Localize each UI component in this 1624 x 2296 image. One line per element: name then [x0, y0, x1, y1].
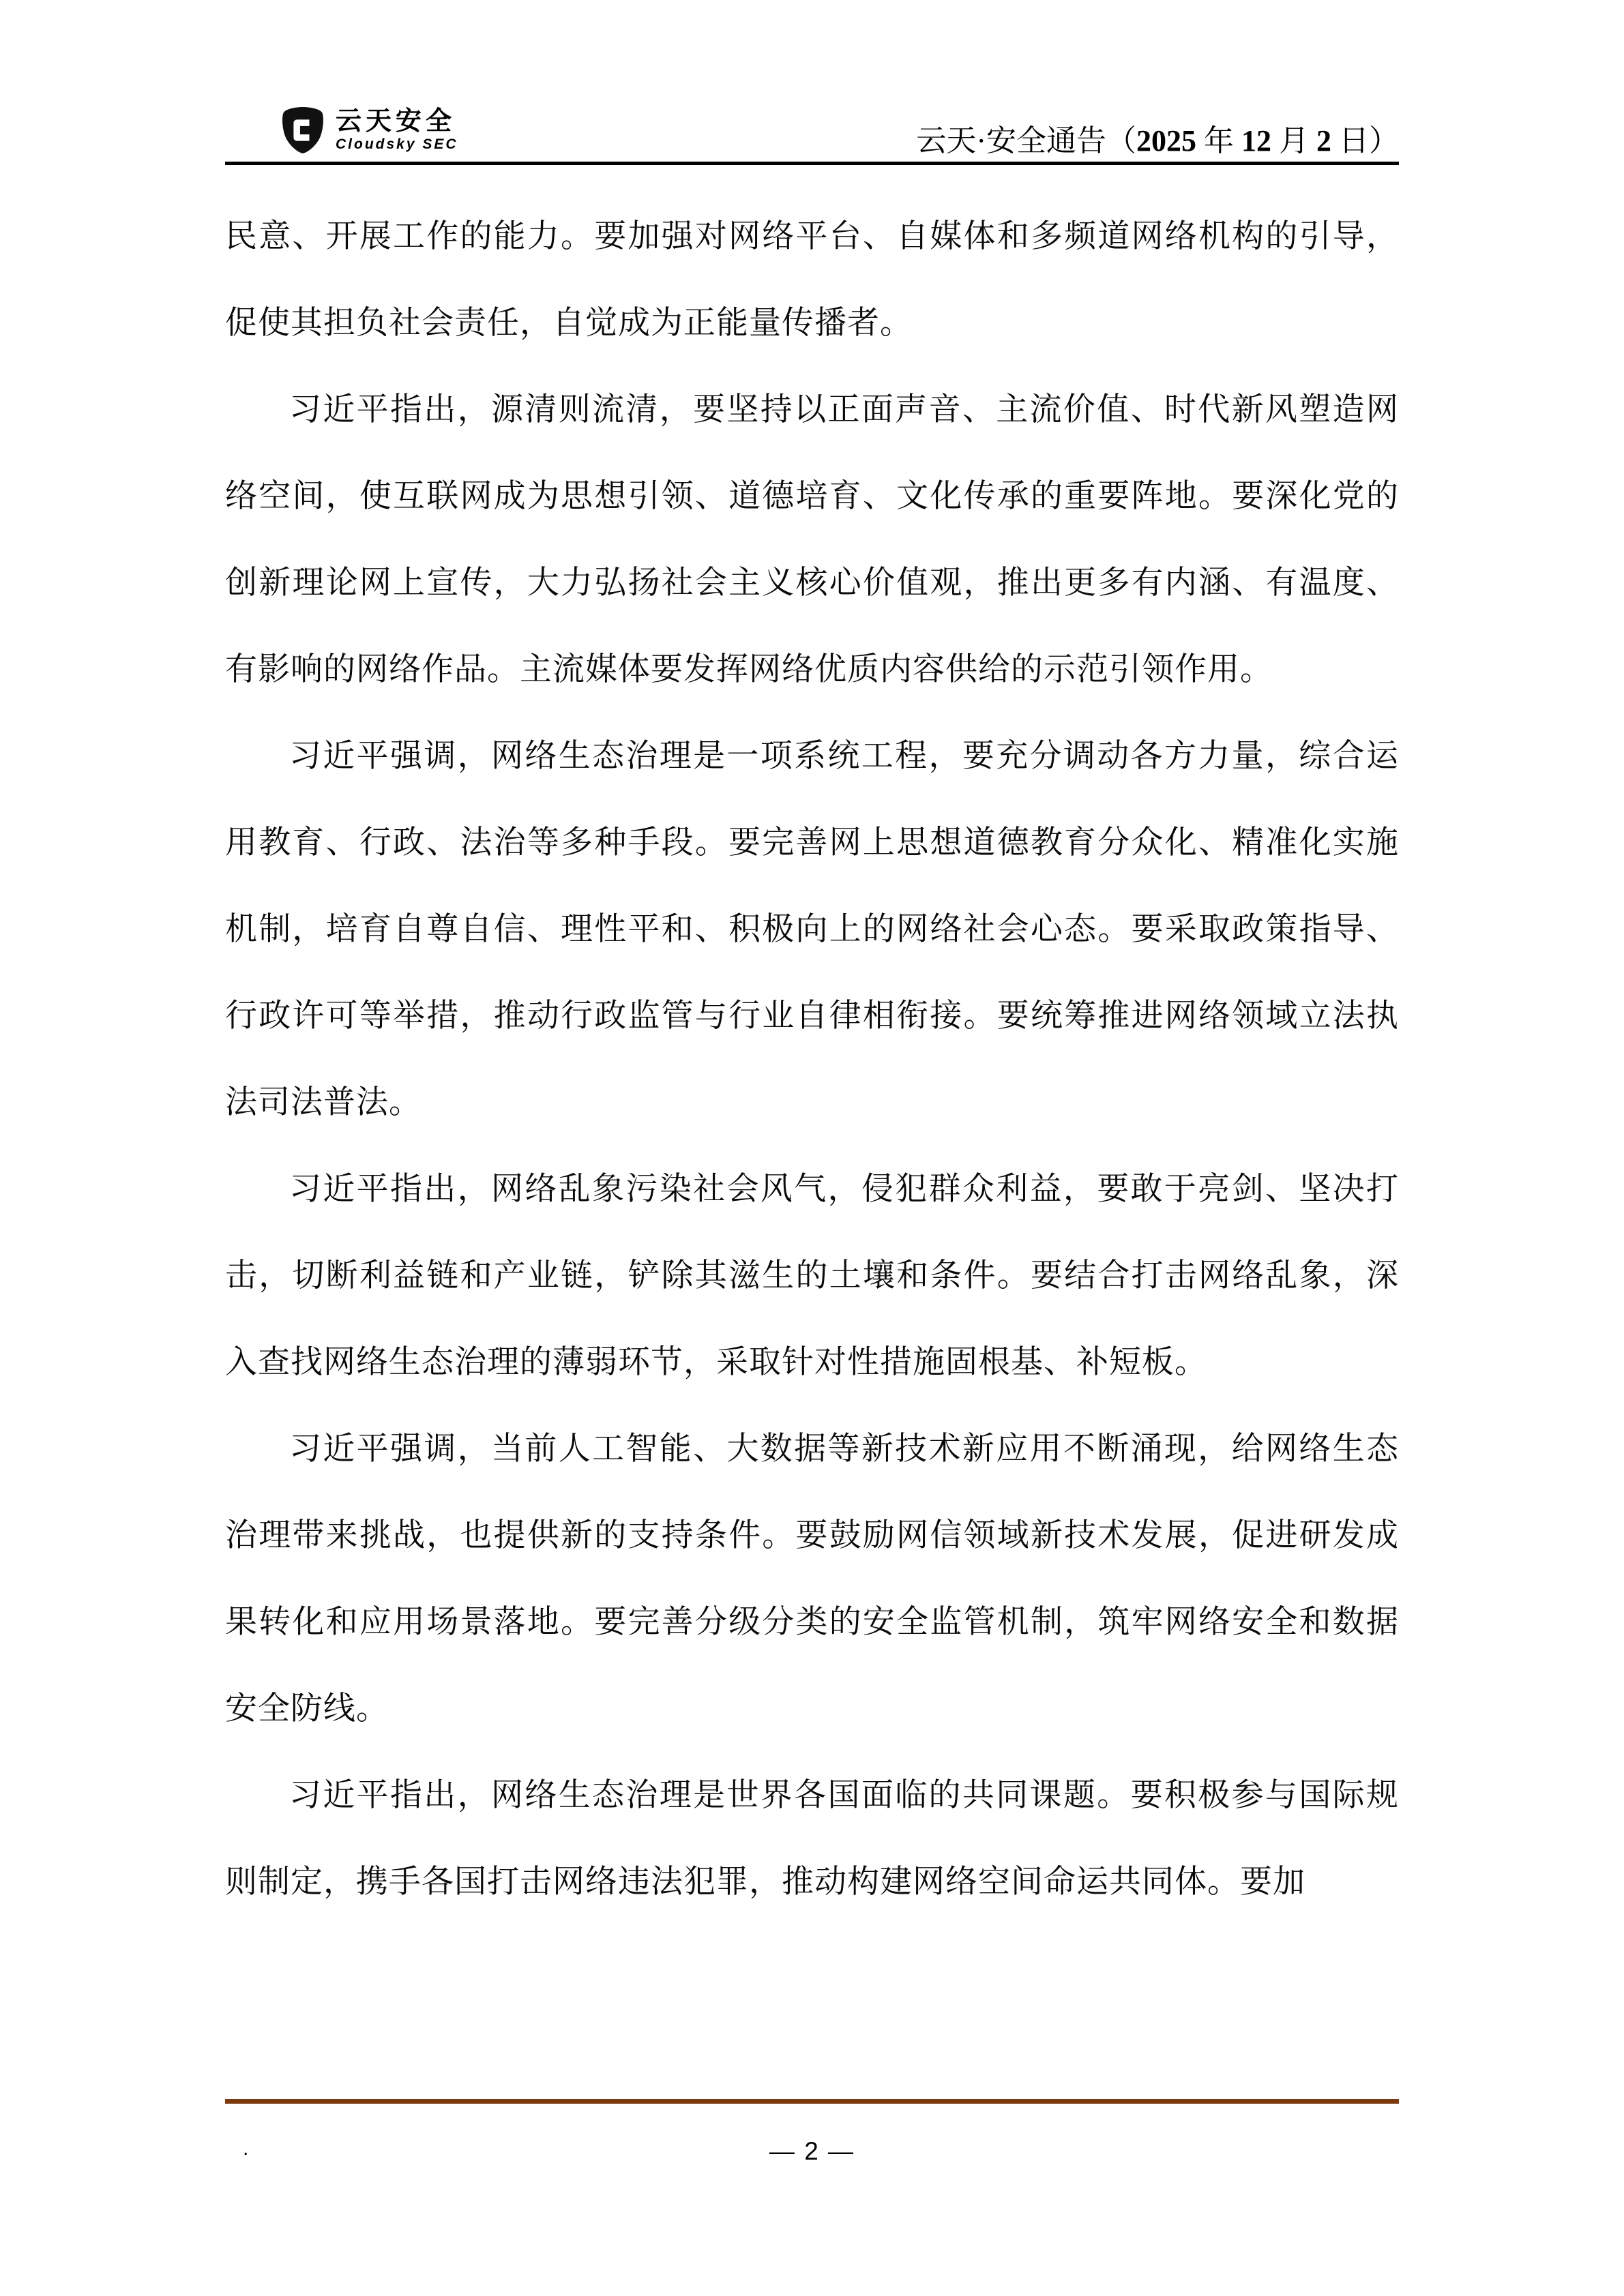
paragraph: 民意、开展工作的能力。要加强对网络平台、自媒体和多频道网络机构的引导，促使其担负社会责任，自觉成为正能量传播者。 — [225, 218, 1399, 340]
footer-rule — [225, 2099, 1399, 2104]
title-month: 12 — [1241, 124, 1271, 158]
paragraph: 习近平强调，当前人工智能、大数据等新技术新应用不断涌现，给网络生态治理带来挑战，也提供新的支持条件。要鼓励网信领域新技术发展，促进研发成果转化和应用场景落地。要完善分级分类的安全监管机制，筑牢网络安全和数据安全防线。 — [225, 1430, 1399, 1726]
paragraph: 习近平强调，网络生态治理是一项系统工程，要充分调动各方力量，综合运用教育、行政、法治等多种手段。要完善网上思想道德教育分众化、精准化实施机制，培育自尊自信、理性平和、积极向上的网络社会心态。要采取政策指导、行政许可等举措，推动行政监管与行业自律相衔接。要统筹推进网络领域立法执法司法普法。 — [225, 737, 1399, 1120]
logo-name-cn: 云天安全 — [336, 106, 456, 136]
page-number: — 2 — — [769, 2137, 855, 2165]
logo-name-en: Cloudsky SEC — [336, 136, 458, 153]
title-prefix: 云天·安全通告（ — [916, 124, 1136, 158]
footer-left-mark: . — [243, 2137, 249, 2160]
paragraph: 习近平指出，网络乱象污染社会风气，侵犯群众利益，要敢于亮剑、坚决打击，切断利益链和产业链，铲除其滋生的土壤和条件。要结合打击网络乱象，深入查找网络生态治理的薄弱环节，采取针对性措施固根基、补短板。 — [225, 1170, 1399, 1380]
page-header — [225, 89, 1399, 160]
document-body — [225, 192, 1399, 1924]
paragraph: 习近平指出，源清则流清，要坚持以正面声音、主流价值、时代新风塑造网络空间，使互联网成为思想引领、道德培育、文化传承的重要阵地。要深化党的创新理论网上宣传，大力弘扬社会主义核心价值观，推出更多有内涵、有温度、有影响的网络作品。主流媒体要发挥网络优质内容供给的示范引领作用。 — [225, 391, 1399, 687]
title-day: 2 — [1316, 124, 1331, 158]
cloudsky-logo — [280, 106, 458, 155]
logo-text — [336, 108, 458, 153]
title-day-unit: 日） — [1331, 124, 1399, 158]
bulletin-title — [916, 126, 1399, 156]
title-month-unit: 月 — [1271, 124, 1316, 158]
header-rule — [225, 162, 1399, 165]
paragraph: 习近平指出，网络生态治理是世界各国面临的共同课题。要积极参与国际规则制定，携手各国打击网络违法犯罪，推动构建网络空间命运共同体。要加 — [225, 1776, 1399, 1899]
title-year-unit: 年 — [1196, 124, 1241, 158]
title-year: 2025 — [1136, 124, 1196, 158]
shield-logo-icon — [280, 106, 326, 155]
